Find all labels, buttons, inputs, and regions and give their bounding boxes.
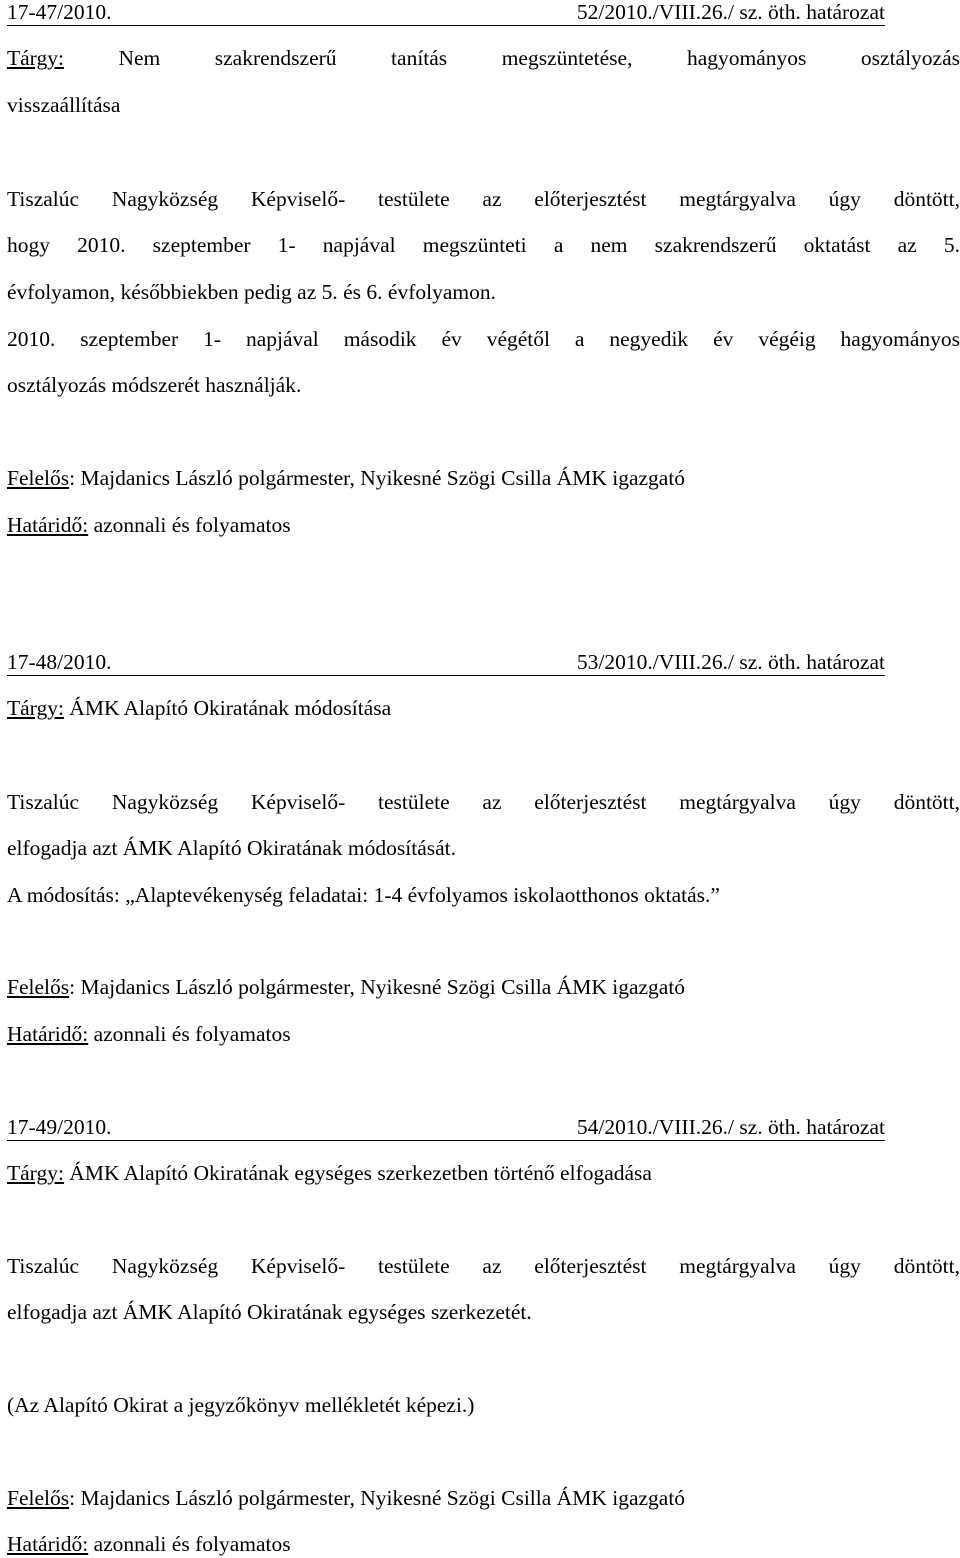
- body-line: 2010. szeptember 1- napjával második év végétől a negyedik év végéig hagyományos: [7, 327, 960, 351]
- body-line: hogy 2010. szeptember 1- napjával megszünteti a nem szakrendszerű oktatást az 5.: [7, 233, 960, 257]
- body-line: (Az Alapító Okirat a jegyzőkönyv mellékletét képezi.): [7, 1393, 475, 1417]
- resolution-header: [7, 649, 885, 676]
- responsible-value: : Majdanics László polgármester, Nyikesné Szögi Csilla ÁMK igazgató: [69, 1486, 686, 1510]
- subject-text: ÁMK Alapító Okiratának egységes szerkezetben történő elfogadása: [63, 1161, 652, 1185]
- body-line: Tiszalúc Nagyközség Képviselő- testülete az előterjesztést megtárgyalva úgy döntött,: [7, 1254, 960, 1278]
- subject-continuation: visszaállítása: [7, 93, 121, 117]
- resolution-number: 52/2010./VIII.26./ sz. öth. határozat: [576, 0, 885, 24]
- deadline-value: azonnali és folyamatos: [88, 1022, 291, 1046]
- deadline-line: [7, 1531, 960, 1557]
- subject-line: [7, 1160, 960, 1186]
- deadline-label: Határidő:: [7, 1532, 89, 1556]
- responsible-line: [7, 974, 960, 1000]
- case-number: 17-49/2010.: [7, 1115, 112, 1139]
- body-line: elfogadja azt ÁMK Alapító Okiratának egységes szerkezetét.: [7, 1300, 532, 1324]
- body-line: A módosítás: „Alaptevékenység feladatai: 1-4 évfolyamos iskolaotthonos oktatás.”: [7, 883, 720, 907]
- responsible-line: [7, 465, 960, 491]
- responsible-value: : Majdanics László polgármester, Nyikesné Szögi Csilla ÁMK igazgató: [69, 975, 686, 999]
- body-line: osztályozás módszerét használják.: [7, 373, 302, 397]
- body-line: Tiszalúc Nagyközség Képviselő- testülete az előterjesztést megtárgyalva úgy döntött,: [7, 790, 960, 814]
- subject-text: ÁMK Alapító Okiratának módosítása: [63, 696, 392, 720]
- resolution-number: 54/2010./VIII.26./ sz. öth. határozat: [576, 1115, 885, 1139]
- deadline-label: Határidő:: [7, 513, 89, 537]
- case-number: 17-48/2010.: [7, 650, 112, 674]
- resolution-header: [7, 0, 885, 26]
- deadline-value: azonnali és folyamatos: [88, 1532, 291, 1556]
- body-line: Tiszalúc Nagyközség Képviselő- testülete az előterjesztést megtárgyalva úgy döntött,: [7, 187, 960, 211]
- subject-text: Nem szakrendszerű tanítás megszüntetése, hagyományos osztályozás: [118, 46, 960, 70]
- resolution-header: [7, 1114, 885, 1141]
- subject-label: Tárgy:: [7, 46, 64, 70]
- responsible-line: [7, 1485, 960, 1511]
- deadline-line: [7, 512, 960, 538]
- deadline-line: [7, 1021, 960, 1047]
- body-line: évfolyamon, későbbiekben pedig az 5. és 6. évfolyamon.: [7, 280, 496, 304]
- subject-label: Tárgy:: [7, 1161, 64, 1185]
- deadline-value: azonnali és folyamatos: [88, 513, 291, 537]
- responsible-value: : Majdanics László polgármester, Nyikesné Szögi Csilla ÁMK igazgató: [69, 466, 686, 490]
- resolution-number: 53/2010./VIII.26./ sz. öth. határozat: [576, 650, 885, 674]
- responsible-label: Felelős: [7, 466, 70, 490]
- body-line: elfogadja azt ÁMK Alapító Okiratának módosítását.: [7, 836, 456, 860]
- deadline-label: Határidő:: [7, 1022, 89, 1046]
- subject-line: [7, 45, 960, 71]
- responsible-label: Felelős: [7, 975, 70, 999]
- subject-label: Tárgy:: [7, 696, 64, 720]
- responsible-label: Felelős: [7, 1486, 70, 1510]
- subject-line: [7, 695, 960, 721]
- case-number: 17-47/2010.: [7, 0, 112, 24]
